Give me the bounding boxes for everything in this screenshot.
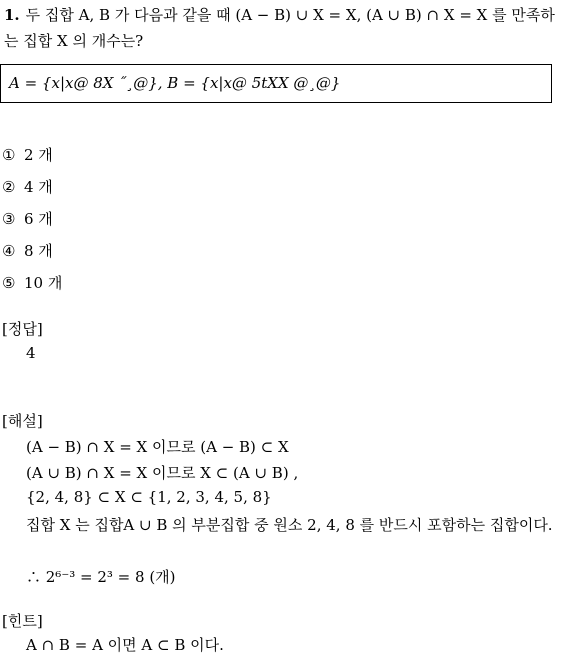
question-text	[4, 2, 569, 54]
choice-3[interactable]	[2, 208, 53, 229]
choice-5-label: 10 개	[24, 274, 63, 292]
choice-2-mark: ②	[2, 178, 16, 196]
choice-4[interactable]	[2, 240, 53, 261]
choice-4-mark: ④	[2, 242, 16, 260]
hint-heading: [힌트]	[2, 612, 43, 630]
choice-5-mark: ⑤	[2, 274, 16, 292]
explanation-heading: [해설]	[2, 412, 43, 430]
hint-text: A ∩ B = A 이면 A ⊂ B 이다.	[26, 636, 224, 654]
question-number: 1.	[4, 6, 20, 24]
explanation-conclusion: ∴ 2⁶⁻³ = 2³ = 8 (개)	[26, 568, 176, 586]
explanation-line-1: (A − B) ∩ X = X 이므로 (A − B) ⊂ X	[26, 438, 289, 456]
set-definition-text: A = {x|x@ 8X ˝¸@}, B = {x|x@ 5tXX @¸@}	[9, 74, 341, 92]
choice-4-label: 8 개	[24, 242, 53, 260]
question-body: 두 집합 A, B 가 다음과 같을 때 (A − B) ∪ X = X, (A ∪ B) ∩ X = X 를 만족하는 집합 X 의 개수는?	[4, 6, 555, 50]
choice-1-mark: ①	[2, 146, 16, 164]
choice-2[interactable]	[2, 176, 53, 197]
choice-1[interactable]	[2, 144, 53, 165]
set-definition-box	[0, 64, 552, 103]
choice-3-mark: ③	[2, 210, 16, 228]
explanation-line-3: {2, 4, 8} ⊂ X ⊂ {1, 2, 3, 4, 5, 8}	[26, 488, 272, 506]
answer-heading: [정답]	[2, 320, 43, 338]
choice-5[interactable]	[2, 272, 62, 293]
explanation-line-2: (A ∪ B) ∩ X = X 이므로 X ⊂ (A ∪ B) ,	[26, 464, 299, 482]
choice-2-label: 4 개	[24, 178, 53, 196]
explanation-paragraph: 집합 X 는 집합A ∪ B 의 부분집합 중 원소 2, 4, 8 를 반드시 포함하는 집합이다.	[26, 516, 553, 534]
choice-1-label: 2 개	[24, 146, 53, 164]
answer-value: 4	[26, 344, 36, 362]
choice-3-label: 6 개	[24, 210, 53, 228]
